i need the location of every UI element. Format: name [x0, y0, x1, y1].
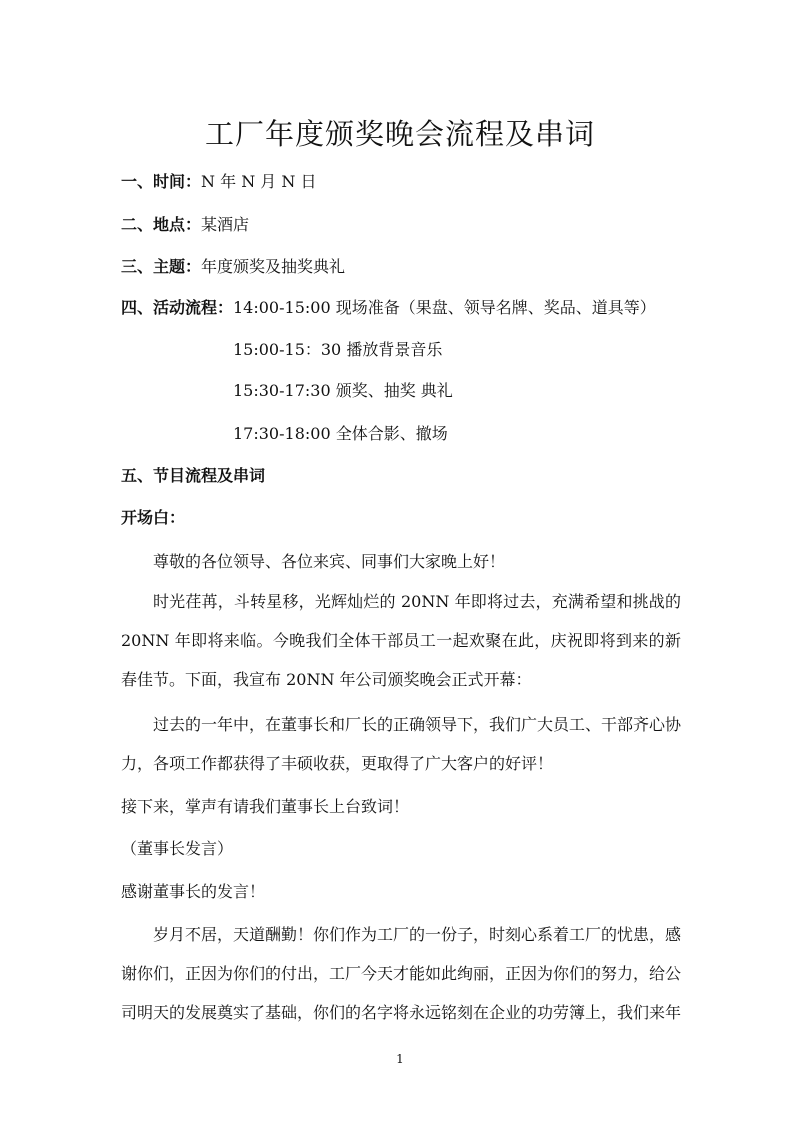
document-title: 工厂年度颁奖晚会流程及串词 [204, 117, 595, 151]
paragraph: 接下来，掌声有请我们董事长上台致词！ [121, 797, 410, 816]
schedule-item: 15:00-15：30 播放背景音乐 [233, 340, 443, 359]
theme-label: 三、主题： [121, 257, 202, 276]
theme-row [121, 257, 345, 277]
schedule-item: 17:30-18:00 全体合影、撤场 [233, 424, 448, 443]
paragraph: 岁月不居，天道酬勤！你们作为工厂的一份子，时刻心系着工厂的忧患，感谢你们，正因为你们的付出，工厂今天才能如此绚丽，正因为你们的努力，给公司明天的发展奠实了基础，你们的名字将永远铭刻在企业的功劳簿上，我们来年 [121, 925, 682, 1022]
paragraph: 感谢董事长的发言！ [121, 882, 266, 901]
paragraph: 过去的一年中，在董事长和厂长的正确领导下，我们广大员工、干部齐心协力，各项工作都获得了丰硕收获，更取得了广大客户的好评！ [121, 715, 682, 773]
time-label: 一、时间： [121, 172, 202, 191]
place-label: 二、地点： [121, 215, 202, 234]
place-value: 某酒店 [201, 215, 250, 234]
schedule-item: 15:30-17:30 颁奖、抽奖 典礼 [233, 381, 453, 400]
place-row [121, 215, 249, 235]
page-number: 1 [396, 1052, 404, 1066]
theme-value: 年度颁奖及抽奖典礼 [201, 257, 346, 276]
opening-label: 开场白： [121, 508, 186, 527]
paragraph: 时光荏苒，斗转星移，光辉灿烂的 20NN 年即将过去，充满希望和挑战的 20NN 年即将来临。今晚我们全体干部员工一起欢聚在此，庆祝即将到来的新春佳节。下面，我宣布 20NN 年公司颁奖晚会正式开幕： [121, 592, 681, 689]
paragraph: 尊敬的各位领导、各位来宾、同事们大家晚上好！ [153, 552, 506, 571]
flow-label: 四、活动流程： [121, 298, 234, 317]
section-heading: 五、节目流程及串词 [121, 466, 266, 485]
time-value: N 年 N 月 N 日 [201, 172, 317, 191]
paragraph: （董事长发言） [121, 839, 234, 858]
flow-row [121, 298, 233, 318]
time-row [121, 172, 316, 192]
schedule-item: 14:00-15:00 现场准备（果盘、领导名牌、奖品、道具等） [233, 298, 656, 317]
